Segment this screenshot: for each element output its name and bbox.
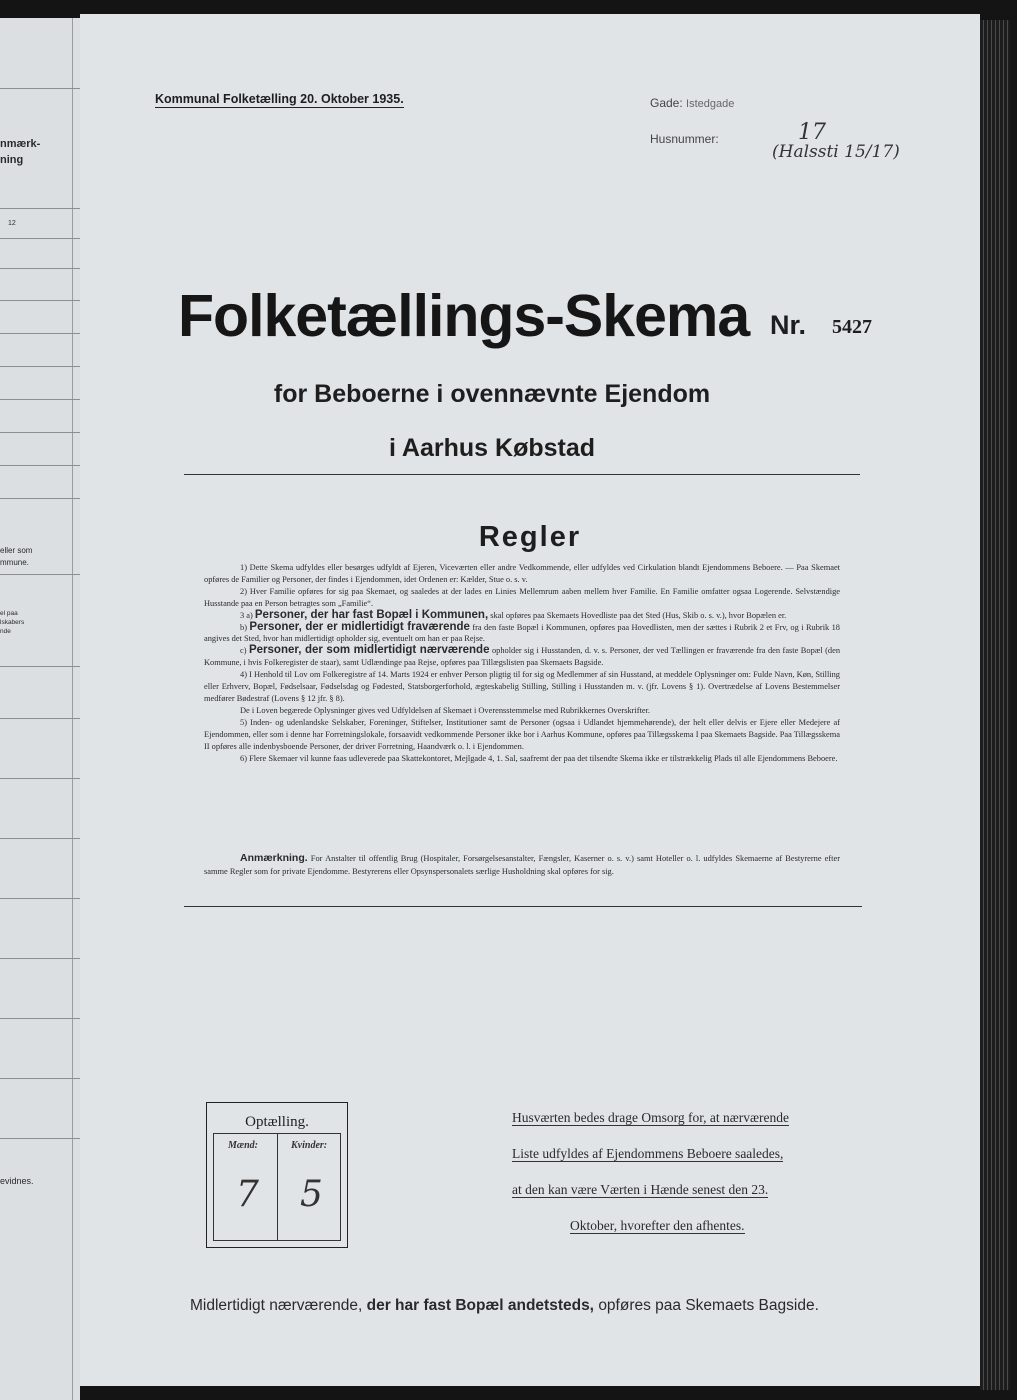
- notice-line: Husværten bedes drage Omsorg for, at nærværende: [512, 1110, 790, 1125]
- ruled-line: [0, 1138, 80, 1139]
- subtitle-2: i Aarhus Købstad: [388, 434, 596, 462]
- rules-heading: Regler: [478, 521, 582, 553]
- census-header: Kommunal Folketælling 20. Oktober 1935.: [155, 92, 404, 106]
- gade-value: Istedgade: [686, 98, 735, 110]
- ruled-line: [0, 574, 80, 575]
- gade-field: [650, 96, 734, 110]
- rule-4b: De i Loven begærede Oplysninger gives ved Udfyldelsen af Skemaet i Overensstemmelse med Rubrikkernes Overskrifter.: [240, 705, 651, 715]
- left-fragment: nde: [0, 628, 11, 635]
- optaelling-title: Optælling.: [245, 1114, 309, 1130]
- kvinder-label: Kvinder:: [291, 1140, 328, 1151]
- ruled-line: [0, 432, 80, 433]
- rule-3b: b) Personer, der er midlertidigt fraværende fra den faste Bopæl i Kommunen, opføres paa Hovedlisten, men der sættes i Rubrik 2 et Frv, og i Rubrik 18 angives det Sted, hvor han midlertidigt opholder sig, eventuelt om han er paa Rejse.: [204, 620, 840, 644]
- left-fragment: 12: [8, 220, 16, 227]
- notice-line: at den kan være Værten i Hænde senest den 23.: [512, 1182, 769, 1197]
- rule-1: 1) Dette Skema udfyldes eller besørges udfyldt af Ejeren, Viceværten eller andre Vedkommende, eller udfyldes ved Cirkulation blandt Ejendommens Beboere. — Paa Skemaet opføres de Familier og Personer, der findes i Ejendommen, idet Ordenen er: Kælder, Stue o. s. v.: [204, 563, 840, 584]
- left-fragment: eller som: [0, 546, 33, 555]
- optaelling-box: [206, 1102, 348, 1248]
- ruled-line: [0, 958, 80, 959]
- husnummer-value: 17: [798, 120, 826, 145]
- ruled-line: [0, 208, 80, 209]
- maend-label: Mænd:: [228, 1140, 259, 1151]
- rule-3a: 3 a) Personer, der har fast Bopæl i Kommunen, skal opføres paa Skemaets Hovedliste paa det Sted (Hus, Skib o. s. v.), hvor Bopælen er.: [240, 608, 787, 621]
- left-fragment: mmune.: [0, 558, 29, 567]
- ruled-line: [0, 1078, 80, 1079]
- kvinder-count: 5: [300, 1174, 323, 1215]
- ruled-line: [0, 666, 80, 667]
- landlord-notice: [512, 1108, 842, 1252]
- ruled-line: [0, 333, 80, 334]
- page-edges: [980, 20, 1010, 1390]
- footer-note: [190, 1297, 890, 1315]
- rule-3c: c) Personer, der som midlertidigt nærværende opholder sig i Husstanden, d. v. s. Personer, der ved Tællingen er fraværende fra den faste Bopæl (den Kommune, i hvis Folkeregister de staar), samt Udlændinge paa Rejse, opføres paa Tillægslisten paa Skemaets Bagside.: [204, 644, 841, 668]
- left-facing-page: [0, 18, 80, 1400]
- footer-part-bold: der har fast Bopæl andetsteds,: [366, 1297, 594, 1314]
- left-fragment: nmærk-: [0, 138, 41, 150]
- count-divider: [277, 1134, 278, 1240]
- anmaerkning-lead: Anmærkning.: [240, 852, 308, 864]
- divider: [184, 474, 860, 475]
- ruled-line: [0, 268, 80, 269]
- left-fragment: lskabers: [0, 619, 25, 626]
- ruled-line: [0, 838, 80, 839]
- footer-part: Midlertidigt nærværende,: [190, 1297, 363, 1314]
- rule-2: 2) Hver Familie opføres for sig paa Skemaet, og saaledes at der lades en Linies Mellemrum aaben mellem hver Familie. En Familie omfatter ogsaa Logerende. Selvstændige Husstande paa en Person betragtes som „Familie“.: [204, 586, 840, 608]
- page-divider: [72, 18, 73, 1400]
- husnummer-label: Husnummer:: [650, 132, 719, 146]
- rule-6: 6) Flere Skemaer vil kunne faas udleverede paa Skattekontoret, Mejlgade 4, 1. Sal, saafremt der paa det tilsendte Skema ikke er tilstrækkelig Plads til alle Ejendommens Beboere.: [240, 753, 838, 763]
- form-title: Folketællings-Skema: [178, 283, 750, 349]
- notice-line: Liste udfyldes af Ejendommens Beboere saaledes,: [512, 1146, 784, 1161]
- anmaerkning: [204, 852, 840, 878]
- notice-line: Oktober, hvorefter den afhentes.: [570, 1218, 745, 1233]
- ruled-line: [0, 300, 80, 301]
- footer-part: opføres paa Skemaets Bagside.: [598, 1297, 819, 1314]
- census-form-page: [80, 14, 980, 1386]
- rule-5: 5) Inden- og udenlandske Selskaber, Foreninger, Stiftelser, Institutioner samt de Personer (ogsaa i Udlandet hjemmehørende), der helt eller delvis er Ejere eller Medejere af Ejendommen, eller som i denne har Forretningslokale, forsaavidt vedkommende Personer ikke bor i Aarhus Kommune, opføres paa Tillægsskema I paa Skemaets Bagside. Paa Tillægsskema II opføres alle indenbysboende Personer, der driver Forretning, Haandværk o. l. i Ejendommen.: [204, 717, 840, 751]
- ruled-line: [0, 498, 80, 499]
- ruled-line: [0, 898, 80, 899]
- left-fragment: ning: [0, 154, 24, 166]
- left-fragment: el paa: [0, 610, 18, 617]
- ruled-line: [0, 718, 80, 719]
- maend-count: 7: [236, 1174, 259, 1215]
- divider: [184, 906, 862, 907]
- nr-label: Nr.: [770, 310, 807, 340]
- ruled-line: [0, 238, 80, 239]
- ruled-line: [0, 366, 80, 367]
- ruled-line: [0, 465, 80, 466]
- ruled-line: [0, 88, 80, 89]
- gade-label: Gade:: [650, 96, 683, 110]
- husnummer-note: (Halssti 15/17): [772, 142, 900, 162]
- anmaerkning-text: For Anstalter til offentlig Brug (Hospitaler, Forsørgelsesanstalter, Fængsler, Kaserner o. s. v.) samt Hoteller o. l. udfyldes Skemaerne af Bestyrerne efter samme Regler som for private Ejendomme. Bestyrerens eller Opsynspersonalets særlige Husholdning skal opføres for sig.: [204, 854, 841, 876]
- subtitle-1: for Beboerne i ovennævnte Ejendom: [273, 380, 711, 408]
- ruled-line: [0, 1018, 80, 1019]
- husnummer-field: [650, 120, 900, 162]
- nr-value: 5427: [832, 316, 872, 338]
- rules-text: [204, 562, 840, 764]
- rule-4: 4) I Henhold til Lov om Folkeregistre af 14. Marts 1924 er enhver Person pligtig til for sig og Medlemmer af sin Husstand, at meddele Oplysninger om: Fulde Navn, Køn, Stilling eller Erhverv, Bopæl, Fødselsaar, Fødselsdag og Fødested, Statsborgerforhold, ægteskabelig Stilling, Stilling i Husstanden m. v. (jfr. Lovens § 1). Overtrædelse af Lovens Bestemmelser medfører Bødestraf (Lovens § 12 jfr. § 8).: [204, 670, 840, 703]
- ruled-line: [0, 778, 80, 779]
- count-grid: [213, 1133, 341, 1241]
- left-fragment: evidnes.: [0, 1176, 34, 1186]
